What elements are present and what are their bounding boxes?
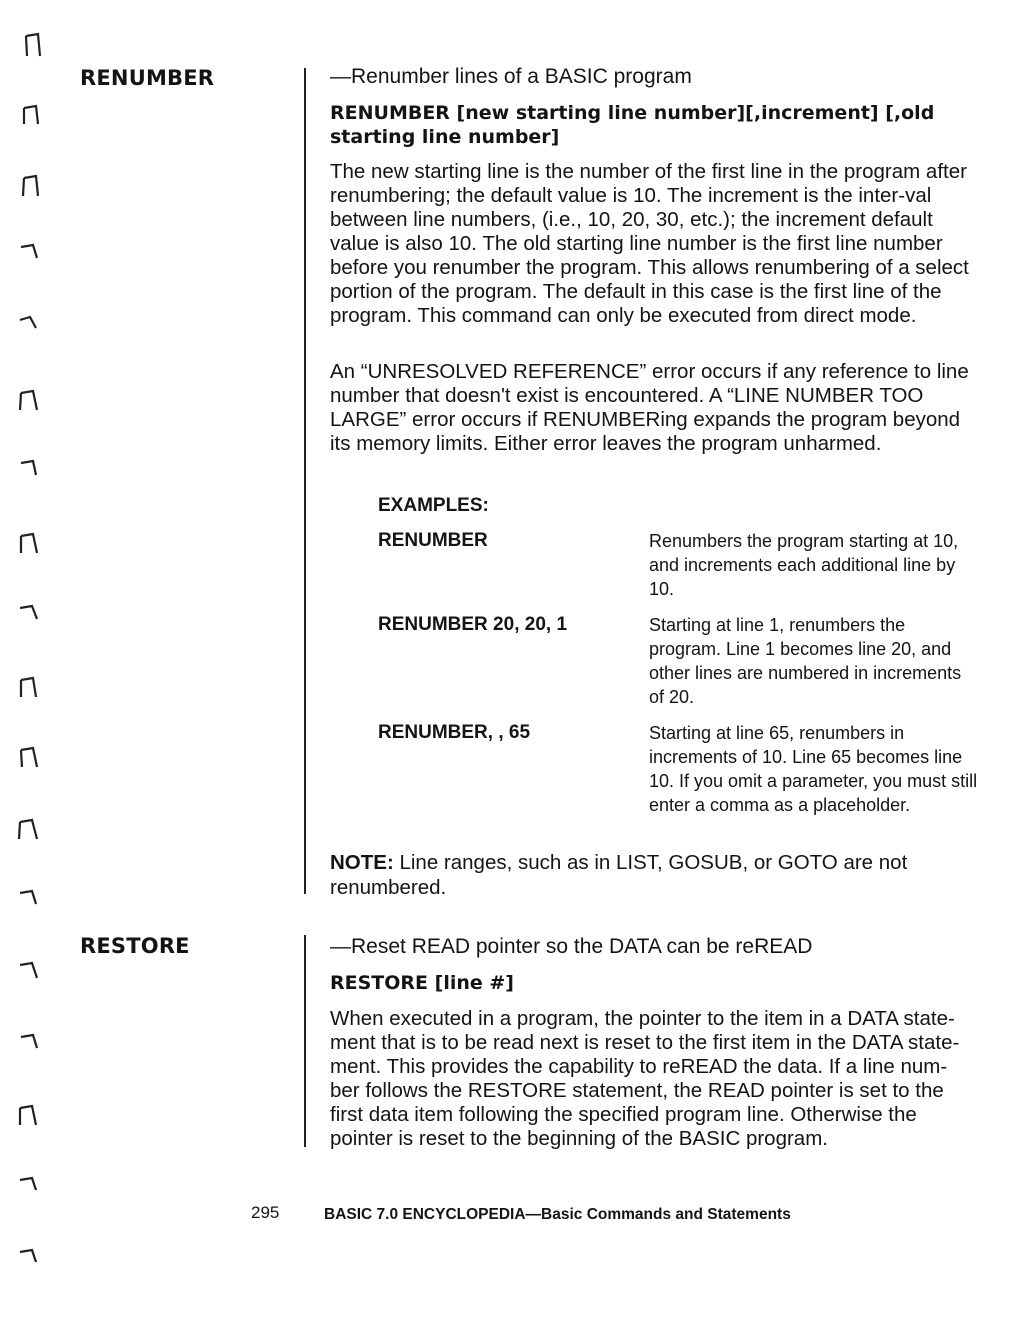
example-command: RENUMBER, , 65 (378, 722, 531, 743)
renumber-syntax: RENUMBER [new starting line number][,increment] [,old starting line number] (330, 102, 935, 148)
restore-heading: RESTORE (80, 934, 190, 958)
restore-syntax: RESTORE [line #] (330, 972, 514, 994)
restore-description: When executed in a program, the pointer to the item in a DATA state-ment that is to be read next is reset to the first item in the DATA state-ment. This provides the capability to reREAD the data. If a line num-ber follows the RESTORE statement, the READ pointer is set to the first data item following the specified program line. Otherwise the pointer is reset to the beginning of the BASIC program. (330, 1007, 960, 1150)
note-label: NOTE: (330, 851, 394, 874)
restore-summary: —Reset READ pointer so the DATA can be reREAD (330, 935, 813, 958)
note-text: Line ranges, such as in LIST, GOSUB, or GOTO are not renumbered. (330, 851, 908, 899)
renumber-description: The new starting line is the number of the first line in the program after renumbering; the default value is 10. The increment is the inter-val between line numbers, (i.e., 10, 20, 30, etc.); the increment default value is also 10. The old starting line number is the first line number before you renumber the program. This allows renumbering of a select portion of the program. The default in this case is the first line of the program. This command can only be executed from direct mode. (330, 160, 969, 327)
renumber-errors: An “UNRESOLVED REFERENCE” error occurs if any reference to line number that doesn't exist is encountered. A “LINE NUMBER TOO LARGE” error occurs if RENUMBERing expands the program beyond its memory limits. Either error leaves the program unharmed. (330, 360, 969, 455)
example-description: Renumbers the program starting at 10, and increments each additional line by 10. (649, 531, 959, 599)
renumber-summary: —Renumber lines of a BASIC program (330, 65, 692, 88)
example-description: Starting at line 1, renumbers the program. Line 1 becomes line 20, and other lines are numbered in increments of 20. (649, 615, 962, 707)
page-number: 295 (251, 1203, 280, 1222)
running-footer: BASIC 7.0 ENCYCLOPEDIA—Basic Commands and Statements (324, 1206, 791, 1223)
section-divider-restore (304, 935, 306, 1147)
renumber-note (330, 850, 950, 900)
example-command: RENUMBER 20, 20, 1 (378, 614, 568, 635)
example-description: Starting at line 65, renumbers in increments of 10. Line 65 becomes line 10. If you omit a parameter, you must still enter a comma as a placeholder. (649, 723, 978, 815)
section-divider-renumber (304, 68, 306, 894)
renumber-heading: RENUMBER (80, 66, 215, 90)
example-command: RENUMBER (378, 530, 488, 551)
binding-marks (0, 0, 60, 1328)
examples-heading: EXAMPLES: (378, 495, 489, 516)
